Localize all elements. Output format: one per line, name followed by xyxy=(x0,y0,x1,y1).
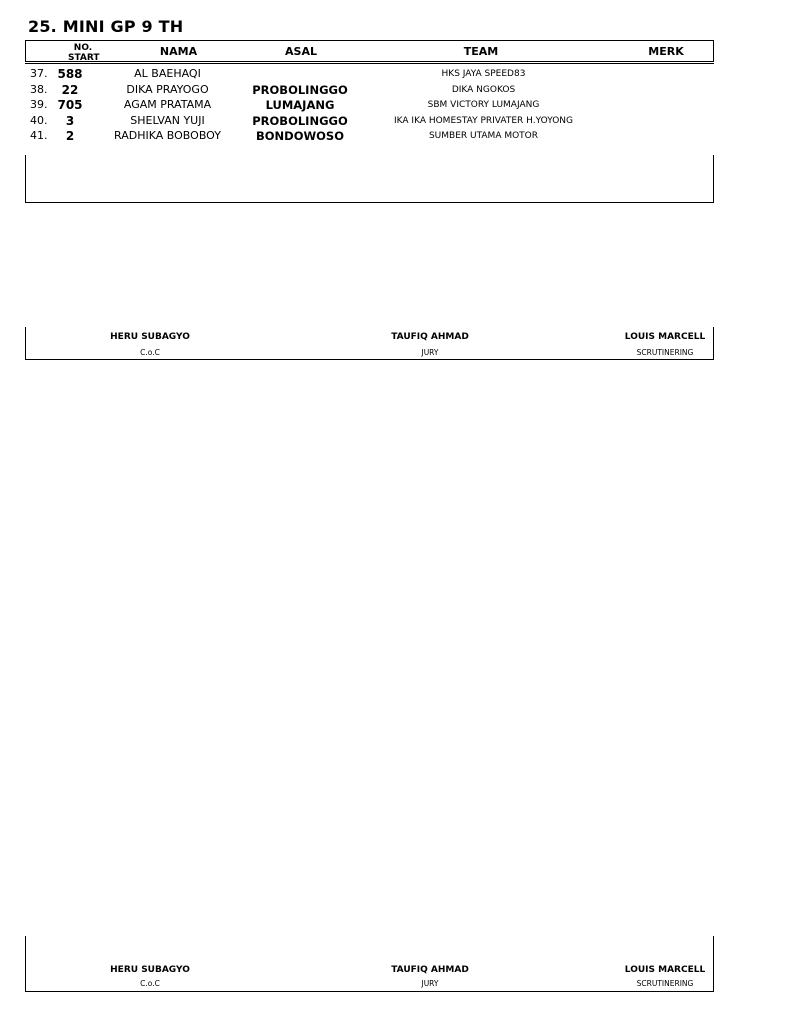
signature-name-coc: HERU SUBAGYO xyxy=(110,965,190,975)
start-number: 3 xyxy=(65,114,75,128)
signature-border-left xyxy=(25,936,26,991)
signature-border-left xyxy=(25,327,26,359)
rider-origin: LUMAJANG xyxy=(265,98,335,112)
rider-origin: PROBOLINGGO xyxy=(252,114,348,128)
row-index: 38. xyxy=(30,83,48,96)
header-asal: ASAL xyxy=(285,45,317,58)
row-index: 40. xyxy=(30,114,48,127)
rider-team: SBM VICTORY LUMAJANG xyxy=(427,100,540,110)
signature-name-coc: HERU SUBAGYO xyxy=(110,332,190,342)
rider-name: DIKA PRAYOGO xyxy=(126,83,209,96)
table-header xyxy=(25,40,714,61)
rider-name: AL BAEHAQI xyxy=(134,67,201,80)
signature-role-scrutineering: SCRUTINERING xyxy=(636,348,694,357)
signature-role-jury: JURY xyxy=(421,348,439,357)
header-merk: MERK xyxy=(648,45,684,58)
rider-origin: PROBOLINGGO xyxy=(252,83,348,97)
header-divider xyxy=(25,63,714,64)
signature-name-jury: TAUFIQ AHMAD xyxy=(391,332,469,342)
rider-name: RADHIKA BOBOBOY xyxy=(114,129,221,142)
signature-role-coc: C.o.C xyxy=(140,979,160,988)
signature-name-scrutineering: LOUIS MARCELL xyxy=(624,965,706,975)
header-divider xyxy=(25,61,714,62)
signature-role-coc: C.o.C xyxy=(140,348,160,357)
start-number: 22 xyxy=(61,83,79,97)
table-row xyxy=(0,67,791,82)
table-row xyxy=(0,129,791,144)
start-number: 705 xyxy=(57,98,83,112)
rider-name: AGAM PRATAMA xyxy=(123,98,212,111)
signature-block xyxy=(25,936,714,992)
rider-team: DIKA NGOKOS xyxy=(451,85,516,95)
header-nama: NAMA xyxy=(159,45,198,58)
table-footer-box xyxy=(25,155,714,203)
header-team: TEAM xyxy=(463,45,499,58)
signature-role-jury: JURY xyxy=(421,979,439,988)
rider-team: IKA IKA HOMESTAY PRIVATER H.YOYONG xyxy=(394,116,573,126)
rider-name: SHELVAN YUJI xyxy=(130,114,205,127)
table-row xyxy=(0,98,791,113)
header-no-start: NO. START xyxy=(68,43,100,63)
row-index: 37. xyxy=(30,67,48,80)
signature-name-scrutineering: LOUIS MARCELL xyxy=(624,332,706,342)
signature-block xyxy=(25,327,714,360)
row-index: 39. xyxy=(30,98,48,111)
signature-name-jury: TAUFIQ AHMAD xyxy=(391,965,469,975)
signature-role-scrutineering: SCRUTINERING xyxy=(636,979,694,988)
table-row xyxy=(0,83,791,98)
rider-team: HKS JAYA SPEED83 xyxy=(441,69,526,79)
rider-team: SUMBER UTAMA MOTOR xyxy=(428,131,539,141)
start-number: 588 xyxy=(57,67,83,81)
table-row xyxy=(0,114,791,129)
rider-origin: BONDOWOSO xyxy=(255,129,344,143)
page-title: 25. MINI GP 9 TH xyxy=(28,17,184,36)
row-index: 41. xyxy=(30,129,48,142)
start-number: 2 xyxy=(65,129,75,143)
